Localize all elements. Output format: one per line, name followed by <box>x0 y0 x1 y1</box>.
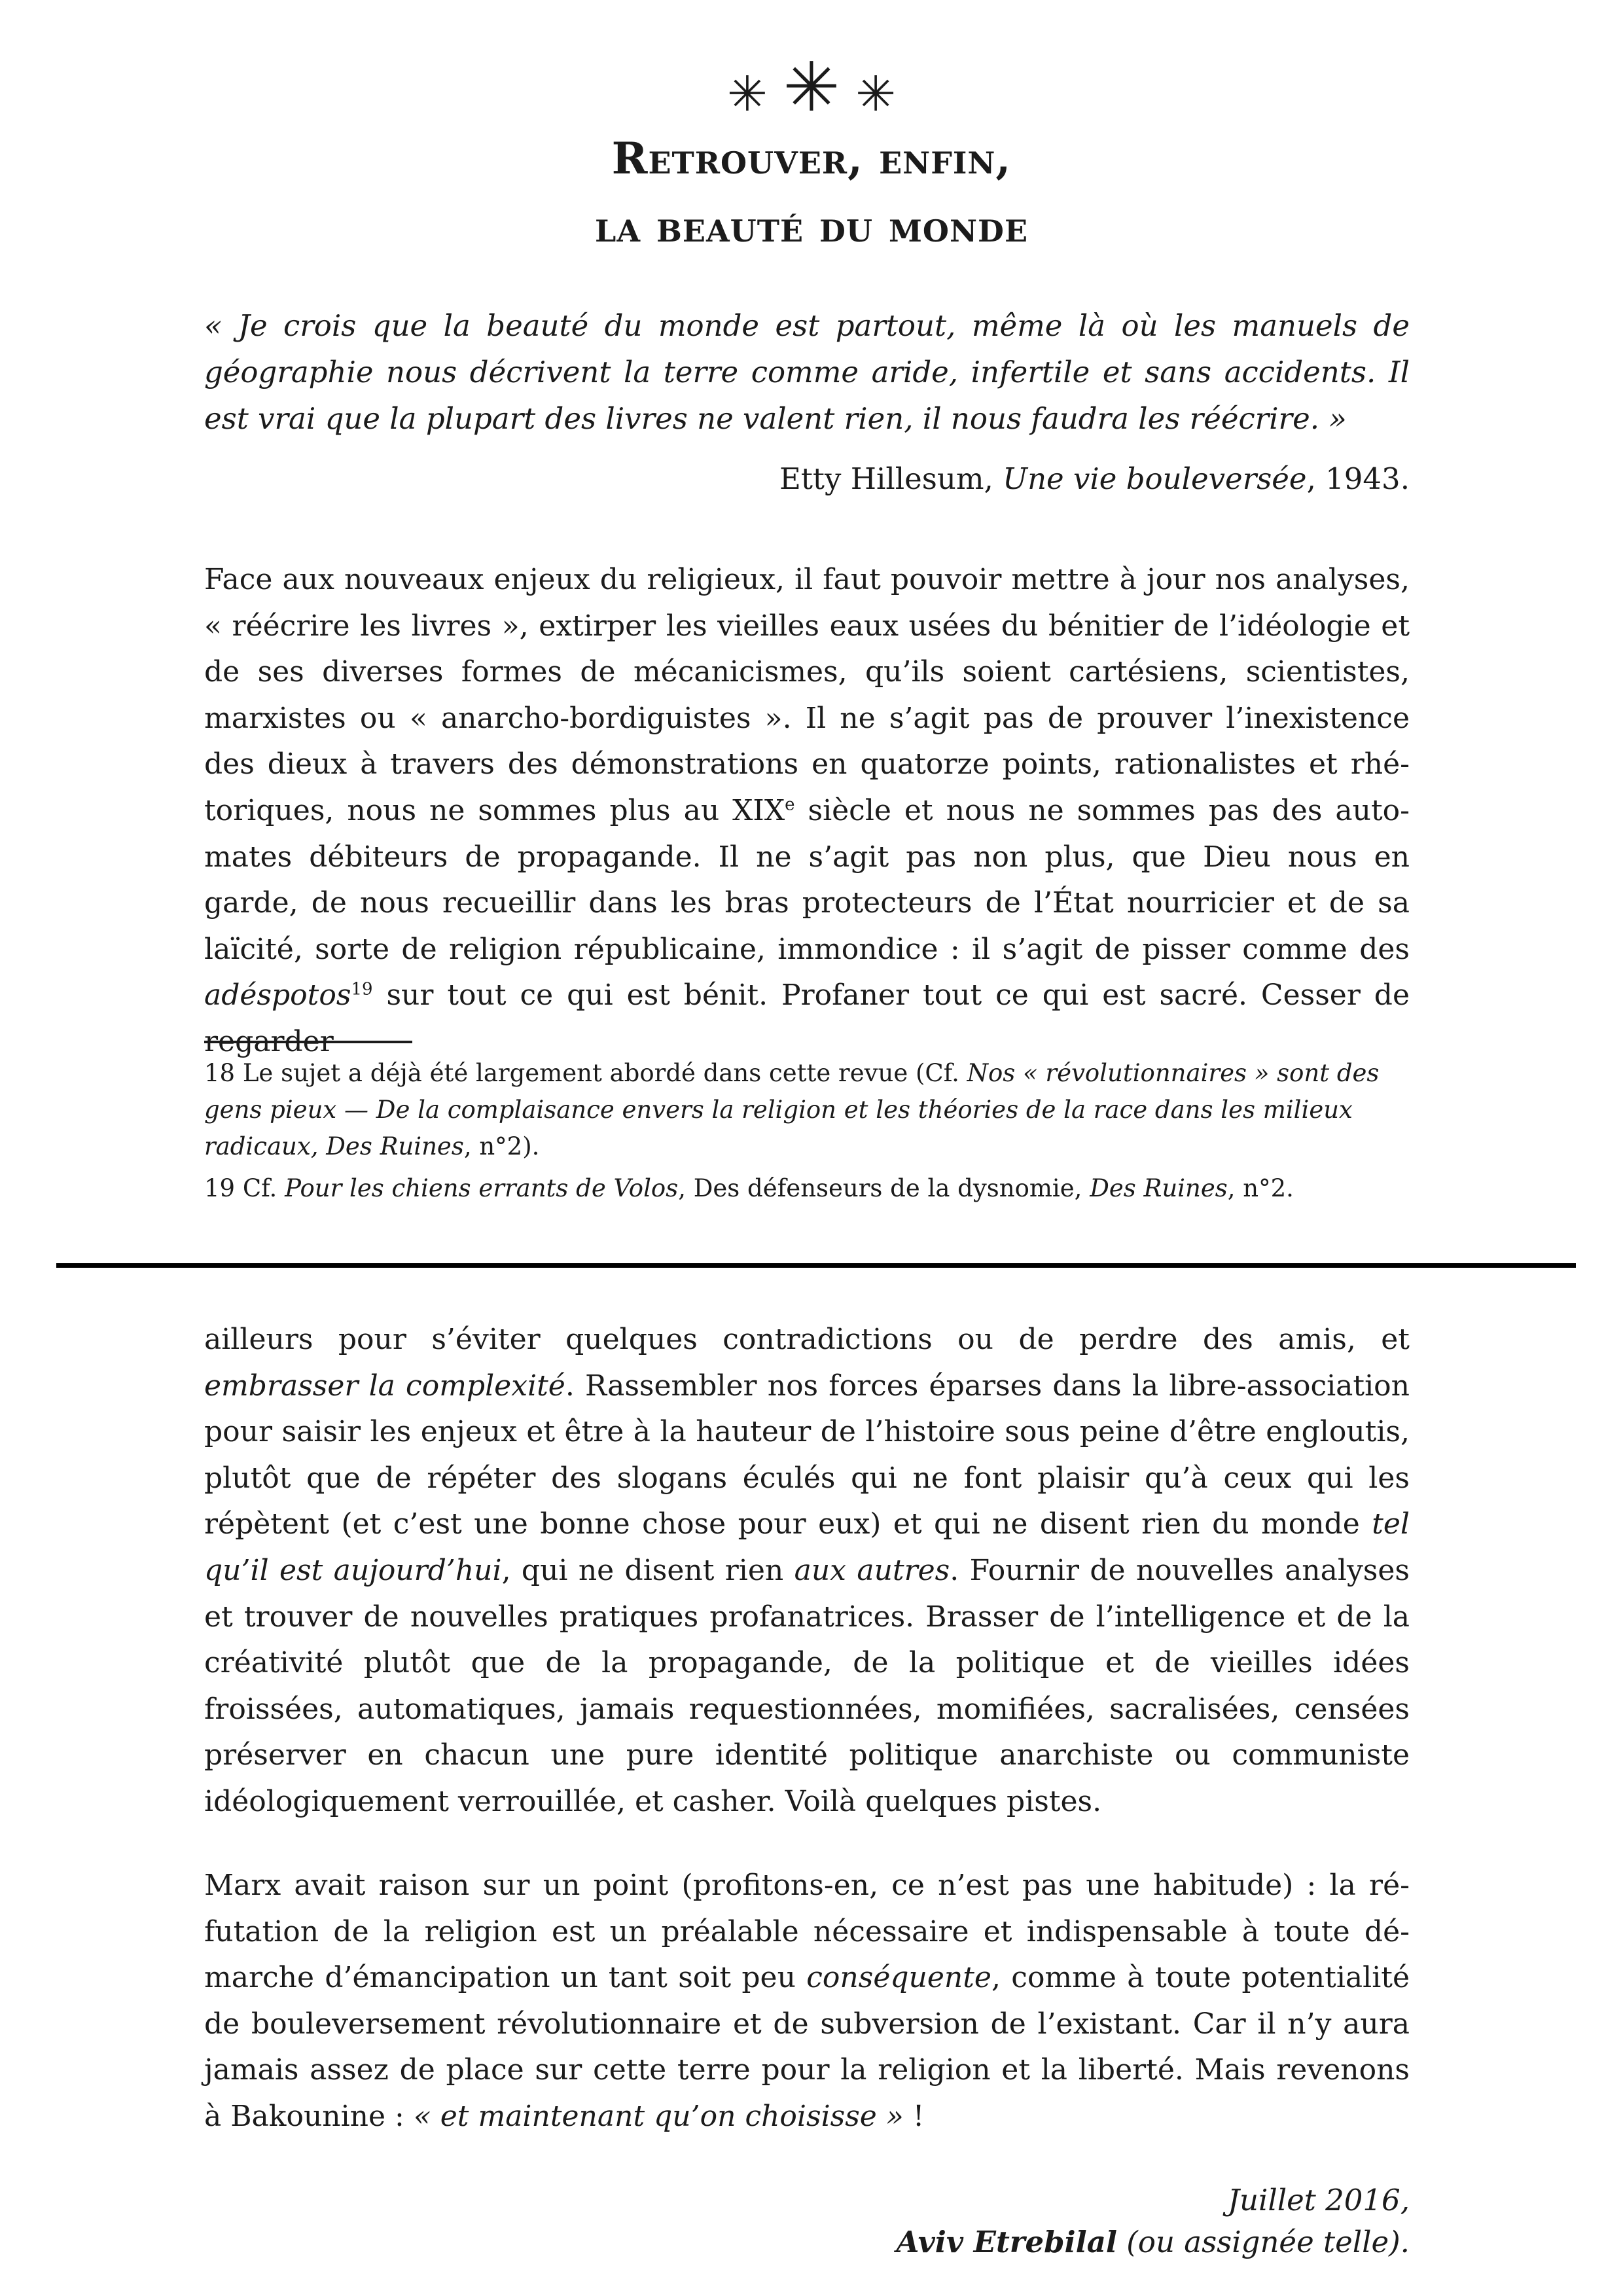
paragraph-3-text: Marx avait raison sur un point (profitons-en, ce n’est pas une habitude) : la réfutation de la religion est un préalable nécessaire et indispensable à toute démarche d’émancipation un tant soit peu <box>204 1869 1410 1995</box>
epigraph-attribution <box>204 456 1410 502</box>
signature-author <box>204 2221 1410 2263</box>
paragraph-3-italic: conséquente <box>806 1961 991 1995</box>
footnote-text: Le sujet a déjà été largement abordé dans cette revue (Cf. <box>235 1059 967 1087</box>
footnote-text: , n°2. <box>1227 1174 1294 1202</box>
paragraph-1-text: sur tout ce qui est bénit. Profaner tout ce qui est sacré. Cesser de regarder <box>204 978 1410 1058</box>
signature-note: (ou assignée telle). <box>1117 2225 1410 2259</box>
footnote-number: 19 <box>204 1174 236 1202</box>
ornament-stars <box>0 47 1623 127</box>
paragraph-2-text: . Fournir de nouvelles analyses et trouver de nouvelles pratiques profanatrices. Brasser de l’intelligence et de la créativité plutôt que de la propagande, de la politique et de vieilles idées froissées, automatiques, jamais requestionnées, momifiées, sacralisées, censées préserver en chacun une pure identité politique anarchiste ou communiste idéologiquement verrouillée, et casher. Voilà quelques pistes. <box>204 1553 1410 1818</box>
footnote-18 <box>204 1055 1410 1165</box>
footnote-ref-19[interactable]: 19 <box>351 979 373 999</box>
paragraph-2 <box>204 1317 1410 1825</box>
footnote-italic: Nos « révolutionnaires » sont des gens pieux — De la complaisance envers la religion et les théories de la race dans les milieux radicaux, Des Ruines <box>204 1059 1380 1160</box>
century-superscript: e <box>785 795 795 815</box>
paragraph-3 <box>204 1863 1410 2140</box>
footnote-rule <box>204 1041 412 1043</box>
paragraph-1-italic: adéspotos <box>204 978 351 1013</box>
footnote-text: Cf. <box>235 1174 285 1202</box>
footnote-italic: Des Ruines <box>1090 1174 1228 1202</box>
paragraph-2-text: . Rassembler nos forces éparses dans la libre-association pour saisir les enjeux et être à la hauteur de l’histoire sous peine d’être engloutis, plutôt que de répéter des slogans éculés qui ne font plaisir qu’à ceux qui les répètent (et c’est une bonne chose pour eux) et qui ne disent rien du monde <box>204 1369 1410 1541</box>
ornament-star-icon: ✳ <box>726 66 768 122</box>
paragraph-3-italic: « et maintenant qu’on choisisse » <box>413 2099 904 2133</box>
footnote-text: , n°2). <box>463 1132 540 1160</box>
epigraph-year: , 1943. <box>1306 461 1410 496</box>
signature-date: Juillet 2016, <box>1227 2183 1410 2217</box>
paragraph-1-text: siècle et nous ne sommes pas des automates débiteurs de propagande. Il ne s’agit pas non plus, que Dieu nous en garde, de nous recueillir dans les bras protecteurs de l’État nourricier et de sa laïcité, sorte de religion républicaine, immondice : il s’agit de pisser comme des <box>204 793 1410 966</box>
signature-name: Aviv Etrebilal <box>896 2225 1117 2259</box>
footnote-italic: Pour les chiens errants de Volos <box>285 1174 679 1202</box>
epigraph-quote <box>204 302 1410 442</box>
paragraph-2-text: , qui ne disent rien <box>501 1553 794 1587</box>
paragraph-2-italic: tel qu’il est aujourd’hui <box>204 1507 1410 1587</box>
paragraph-3-text: ! <box>903 2099 925 2133</box>
ornament-star-icon: ✳ <box>783 47 840 127</box>
ornament-star-icon: ✳ <box>855 66 897 122</box>
footnote-number: 18 <box>204 1059 236 1087</box>
article-title-line2: la beauté du monde <box>595 201 1028 252</box>
footnotes <box>204 1055 1410 1212</box>
article-title <box>0 124 1623 260</box>
epigraph-text: « Je crois que la beauté du monde est partout, même là où les manuels de géographie nous décrivent la terre comme aride, infertile et sans accidents. Il est vrai que la plupart des livres ne valent rien, il nous faudra les réécrire. » <box>204 308 1410 436</box>
paragraph-2-text: ailleurs pour s’éviter quelques contradictions ou de perdre des amis, et <box>204 1323 1410 1356</box>
paragraph-2-italic: embrasser la complexité <box>204 1369 565 1403</box>
paragraph-2-italic: aux autres <box>794 1553 950 1587</box>
article-title-line1: Retrouver, enfin, <box>611 133 1012 184</box>
footnote-text: , Des défenseurs de la dysnomie, <box>678 1174 1090 1202</box>
footnote-19 <box>204 1170 1410 1207</box>
signature <box>204 2179 1410 2263</box>
epigraph-author: Etty Hillesum, <box>779 461 1003 496</box>
epigraph-work: Une vie bouleversée <box>1003 461 1307 496</box>
paragraph-1 <box>204 557 1410 1066</box>
page-break-separator <box>56 1263 1576 1268</box>
paragraph-3-text: , comme à toute potentialité de bouleversement révolutionnaire et de subversion de l’existant. Car il n’y aura jamais assez de place sur cette terre pour la religion et la liberté. Mais revenons à Bakounine : <box>204 1961 1410 2133</box>
paragraph-1-text: Face aux nouveaux enjeux du religieux, il faut pouvoir mettre à jour nos analyses, « réécrire les livres », extirper les vieilles eaux usées du bénitier de l’idéologie et de ses diverses formes de mécanicismes, qu’ils soient cartésiens, scientistes, marxistes ou « anarcho-bordiguistes ». Il ne s’agit pas de prouver l’inexistence des dieux à travers des démonstrations en quatorze points, rationalistes et rhétoriques, nous ne sommes plus au XIX <box>204 563 1410 827</box>
